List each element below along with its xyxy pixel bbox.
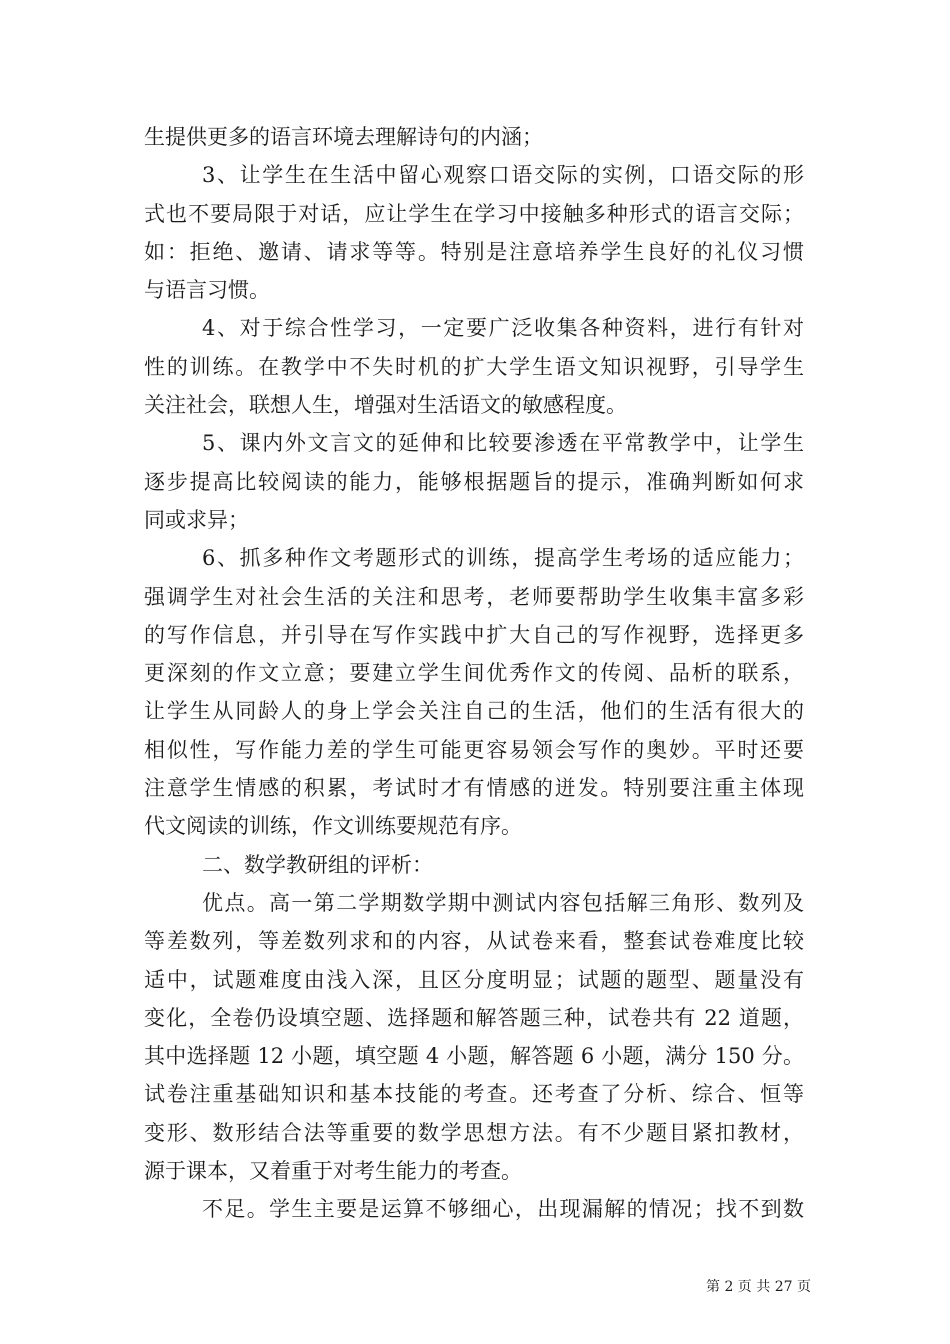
text-line: 适中，试题难度由浅入深，且区分度明显；试题的题型、题量没有 bbox=[144, 967, 804, 992]
text-line: 试卷注重基础知识和基本技能的考查。还考查了分析、综合、恒等 bbox=[144, 1082, 804, 1107]
text-line: 优点。高一第二学期数学期中测试内容包括解三角形、数列及 bbox=[202, 890, 804, 915]
text-line: 同或求异； bbox=[144, 507, 249, 532]
text-line: 6、抓多种作文考题形式的训练，提高学生考场的适应能力； bbox=[202, 546, 804, 571]
text-line: 的写作信息，并引导在写作实践中扩大自己的写作视野，选择更多 bbox=[144, 622, 804, 647]
text-line: 更深刻的作文立意；要建立学生间优秀作文的传阅、品析的联系， bbox=[144, 661, 804, 686]
text-line: 式也不要局限于对话，应让学生在学习中接触多种形式的语言交际； bbox=[144, 201, 804, 226]
text-line: 不足。学生主要是运算不够细心，出现漏解的情况；找不到数 bbox=[202, 1197, 804, 1222]
text-line: 让学生从同龄人的身上学会关注自己的生活，他们的生活有很大的 bbox=[144, 699, 804, 724]
text-line: 3、让学生在生活中留心观察口语交际的实例，口语交际的形 bbox=[202, 163, 804, 188]
text-line: 其中选择题 12 小题，填空题 4 小题，解答题 6 小题，满分 150 分。 bbox=[144, 1044, 804, 1069]
text-line: 关注社会，联想人生，增强对生活语文的敏感程度。 bbox=[144, 393, 627, 418]
text-line: 源于课本，又着重于对考生能力的考查。 bbox=[144, 1159, 522, 1184]
text-line: 与语言习惯。 bbox=[144, 278, 270, 303]
text-line: 性的训练。在教学中不失时机的扩大学生语文知识视野，引导学生 bbox=[144, 354, 804, 379]
text-line: 变化，全卷仍设填空题、选择题和解答题三种，试卷共有 22 道题， bbox=[144, 1005, 804, 1030]
text-line: 等差数列，等差数列求和的内容，从试卷来看，整套试卷难度比较 bbox=[144, 929, 804, 954]
section-heading: 二、数学教研组的评析： bbox=[202, 852, 433, 877]
text-line: 如：拒绝、邀请、请求等等。特别是注意培养学生良好的礼仪习惯 bbox=[144, 239, 804, 264]
text-line: 代文阅读的训练，作文训练要规范有序。 bbox=[144, 814, 522, 839]
text-line: 强调学生对社会生活的关注和思考，老师要帮助学生收集丰富多彩 bbox=[144, 584, 804, 609]
page-number: 第 2 页 共 27 页 bbox=[706, 1279, 811, 1295]
document-body bbox=[144, 118, 804, 1229]
text-line: 4、对于综合性学习，一定要广泛收集各种资料，进行有针对 bbox=[202, 316, 804, 341]
text-line: 相似性，写作能力差的学生可能更容易领会写作的奥妙。平时还要 bbox=[144, 737, 804, 762]
text-line: 生提供更多的语言环境去理解诗句的内涵； bbox=[144, 125, 543, 149]
text-line: 变形、数形结合法等重要的数学思想方法。有不少题目紧扣教材， bbox=[144, 1120, 804, 1145]
text-line: 逐步提高比较阅读的能力，能够根据题旨的提示，准确判断如何求 bbox=[144, 469, 804, 494]
text-line: 注意学生情感的积累，考试时才有情感的迸发。特别要注重主体现 bbox=[144, 776, 804, 801]
text-line: 5、课内外文言文的延伸和比较要渗透在平常教学中，让学生 bbox=[202, 431, 804, 456]
